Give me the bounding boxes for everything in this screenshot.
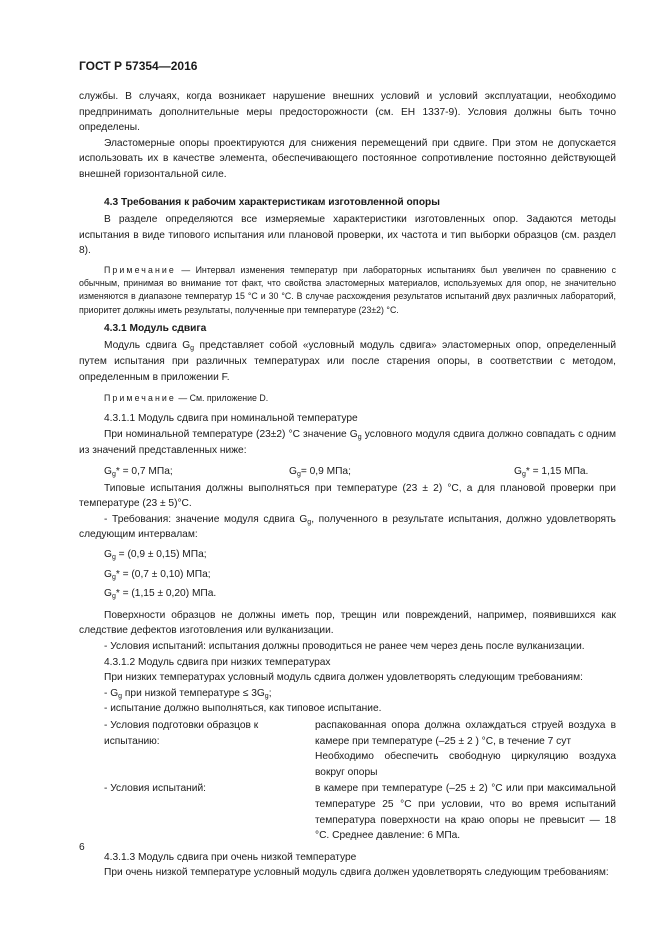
paragraph: Эластомерные опоры проектируются для снижения перемещений при сдвиге. При этом не допускается использовать их в качестве элемента, обеспечивающего постоянное сопротивление постоянно действующей внешней горизонтальной силе. bbox=[79, 137, 616, 180]
formula: $G_g* = (0,7 \pm 0,10)$ МПа; bbox=[104, 568, 211, 581]
paragraph: - $G_g$ при низкой температуре ≤ $3G_g$; bbox=[104, 687, 272, 700]
paragraph: При очень низкой температуре условный модуль сдвига должен удовлетворять следующим требованиям: bbox=[104, 867, 609, 879]
paragraph: Типовые испытания должны выполняться при температуре (23 ± 2) °С, а для плановой проверки при температуре (23 ± 5)°С. bbox=[79, 482, 616, 510]
formula: $G_g* = (1,15 \pm 0,20)$ МПа. bbox=[104, 588, 217, 601]
condition-label: - Условия испытаний: bbox=[104, 783, 206, 795]
paragraph: При низких температурах условный модуль сдвига должен удовлетворять следующим требованиям: bbox=[104, 672, 583, 684]
note-text: — Интервал изменения температур при лабораторных испытаниях был увеличен по сравнению с обычным, принимая во внимание тот факт, что свойства эластомерных материалов, используемых для опор, не значительно изменяются в диапазоне температур 15 °С и 30 °С. В случае расхождения результатов испытаний двух различных лабораторий, приоритет должны иметь результаты, полученные при температуре (23±2) °С. bbox=[79, 264, 616, 315]
paragraph: - Требования: значение модуля сдвига $G_g$, полученного в результате испытания, должно удовлетворять следующим интервалам: bbox=[79, 513, 616, 541]
formula: $G_g = (0,9 \pm 0,15)$ МПа; bbox=[104, 549, 207, 562]
paragraph: При номинальной температуре (23±2) °С значение $G_g$ условного модуля сдвига должно совпадать с одним из значений представленных ниже: bbox=[79, 428, 617, 456]
subsection-4-3-1-3-title: 4.3.1.3 Модуль сдвига при очень низкой температуре bbox=[104, 851, 357, 863]
document-header: ГОСТ Р 57354—2016 bbox=[79, 59, 198, 73]
condition-text: распакованная опора должна охлаждаться струей воздуха в камере при температуре (–25 ± 2 ) °С, в течение 7 сут Необходимо обеспечить свободную циркуляцию воздуха вокруг опоры bbox=[315, 720, 616, 778]
value-item: $G_g= 0,9$ МПа; bbox=[289, 466, 351, 479]
section-4-3-title: 4.3 Требования к рабочим характеристикам изготовленной опоры bbox=[104, 196, 440, 208]
paragraph: Поверхности образцов не должны иметь пор, трещин или повреждений, например, появившихся как следствие дефектов изготовления или вулканизации. bbox=[79, 609, 616, 637]
condition-label: - Условия подготовки образцов к испытанию: bbox=[104, 720, 259, 747]
note-label: Примечание bbox=[104, 264, 176, 275]
value-item: $G_g* = 1,15$ МПа. bbox=[514, 466, 589, 479]
paragraph: службы. В случаях, когда возникает нарушение внешних условий и условий эксплуатации, необходимо предпринимать дополнительные меры предосторожности (см. ЕН 1337-9). Условия должны быть точно определены. bbox=[79, 91, 616, 134]
paragraph: - Условия испытаний: испытания должны проводиться не ранее чем через день после вулканизации. bbox=[104, 641, 585, 653]
subsection-4-3-1-2-title: 4.3.1.2 Модуль сдвига при низких температурах bbox=[104, 656, 331, 668]
modulus-values bbox=[79, 464, 616, 480]
paragraph: В разделе определяются все измеряемые характеристики изготовленных опор. Задаются методы испытания в виде типового испытания или плановой проверки, их частота и тип выборки образцов (см. раздел 8). bbox=[79, 214, 616, 257]
note-text: — См. приложение D. bbox=[175, 393, 269, 404]
condition-row bbox=[79, 718, 616, 780]
page-number: 6 bbox=[79, 842, 85, 853]
page-content bbox=[79, 89, 616, 881]
condition-row bbox=[79, 781, 616, 843]
subsection-4-3-1-1-title: 4.3.1.1 Модуль сдвига при номинальной температуре bbox=[104, 413, 358, 425]
condition-text: в камере при температуре (–25 ± 2) °С или при максимальной температуре 25 °С при условии, что во время испытаний температура поверхности на краю опоры не превысит — 18 °С. Среднее давление: 6 МПа. bbox=[315, 783, 616, 842]
note bbox=[79, 264, 616, 317]
paragraph: Модуль сдвига $G_g$ представляет собой «условный модуль сдвига» эластомерных опор, определенный путем испытания при различных температурах или после старения опоры, в соответствии с методом, определенным в приложении F. bbox=[79, 340, 617, 383]
paragraph: - испытание должно выполняться, как типовое испытание. bbox=[104, 703, 382, 715]
note bbox=[79, 392, 616, 405]
note-label: Примечание bbox=[104, 393, 176, 404]
section-4-3-1-title: 4.3.1 Модуль сдвига bbox=[104, 322, 207, 334]
value-item: $G_g* = 0,7$ МПа; bbox=[104, 466, 173, 479]
